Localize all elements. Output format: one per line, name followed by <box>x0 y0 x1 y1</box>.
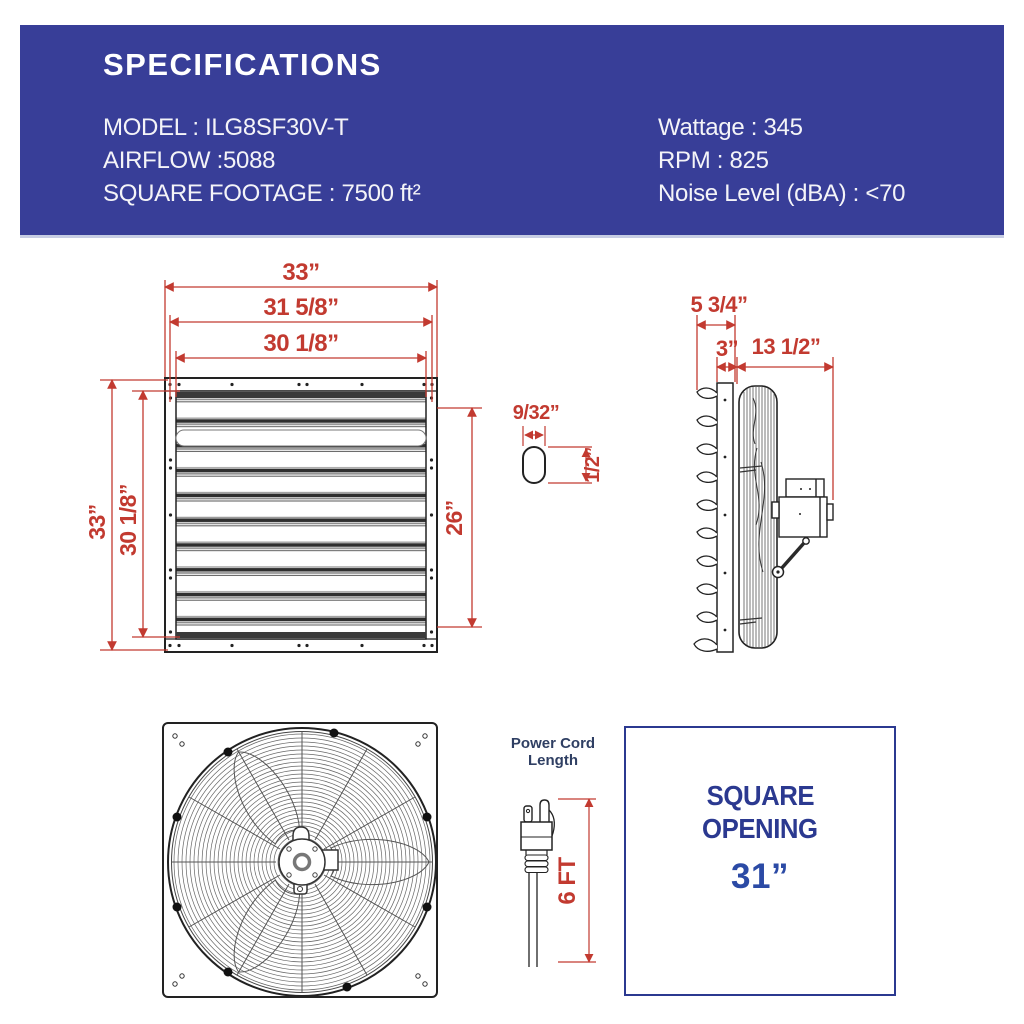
dim-height-outer: 33” <box>84 504 110 540</box>
spec-noise-level: Noise Level (dBA) : <70 <box>658 180 906 207</box>
power-cord-label-line2: Length <box>528 752 578 769</box>
power-cord-drawing <box>521 800 554 967</box>
spec-rpm: RPM : 825 <box>658 147 769 174</box>
dim-total-depth: 5 3/4” <box>690 292 748 317</box>
dim-cord-length: 6 FT <box>554 857 581 905</box>
side-view-drawing <box>694 383 833 652</box>
square-opening-line2: OPENING <box>702 813 818 844</box>
spec-model: MODEL : ILG8SF30V-T <box>103 114 349 141</box>
rear-view-drawing <box>163 723 437 997</box>
dim-width-mid: 31 5/8” <box>263 294 339 321</box>
power-cord-label <box>505 735 601 769</box>
dim-width-outer: 33” <box>282 259 320 286</box>
square-opening-box <box>624 726 896 996</box>
spec-wattage: Wattage : 345 <box>658 114 803 141</box>
dim-width-inner: 30 1/8” <box>263 330 339 357</box>
dim-frame-depth: 3” <box>715 336 739 361</box>
spec-square-footage: SQUARE FOOTAGE : 7500 ft² <box>103 180 421 207</box>
slot-height-dim: 1/2” <box>582 447 604 483</box>
slot-detail-drawing <box>513 402 604 483</box>
square-opening-line1: SQUARE <box>706 780 814 811</box>
dim-height-right: 26” <box>441 500 467 536</box>
dim-fan-depth: 13 1/2” <box>751 334 821 359</box>
power-cord-label-line1: Power Cord <box>510 735 596 752</box>
slot-width-dim: 9/32” <box>512 402 560 424</box>
banner-title: SPECIFICATIONS <box>103 47 382 82</box>
louver-hooks <box>694 388 717 651</box>
square-opening-value: 31” <box>731 857 789 896</box>
dim-height-inner: 30 1/8” <box>115 484 141 556</box>
front-view-drawing <box>165 378 437 652</box>
spec-airflow: AIRFLOW :5088 <box>103 147 276 174</box>
motor-assembly <box>772 479 833 578</box>
